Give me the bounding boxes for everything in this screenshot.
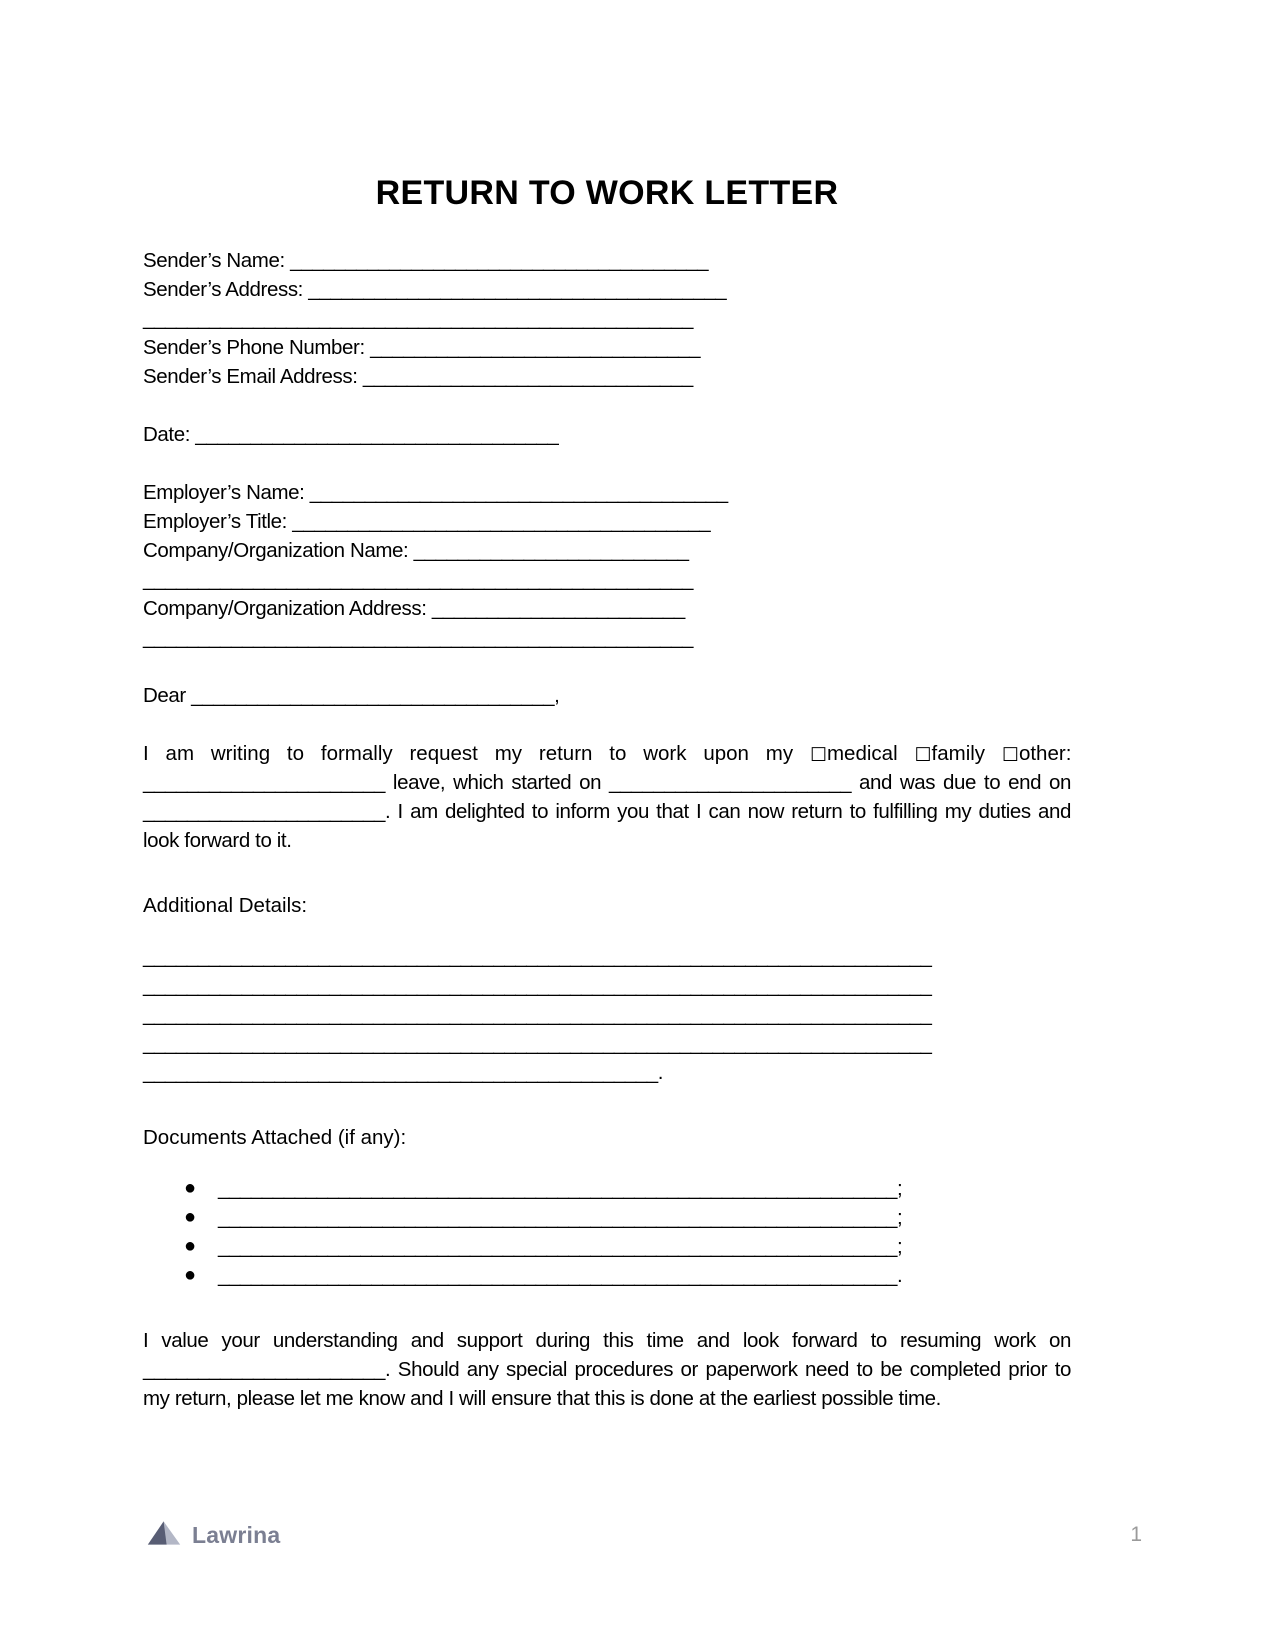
- documents-attached-label: Documents Attached (if any):: [143, 1126, 407, 1150]
- employer-name-line: Employer’s Name: ______________________________________: [143, 481, 728, 505]
- list-item: [143, 1203, 1071, 1232]
- brand-name: Lawrina: [192, 1522, 281, 1548]
- date-line: Date: _________________________________: [143, 423, 559, 447]
- bullet-icon: ●: [184, 1235, 197, 1258]
- bullet-icon: ●: [184, 1264, 197, 1287]
- company-address-line: Company/Organization Address: _______________________: [143, 597, 685, 621]
- label-medical: medical: [826, 742, 898, 766]
- list-item-line: ______________________________________________________________.: [218, 1264, 903, 1288]
- sender-info-block: [143, 246, 1071, 391]
- additional-details-line: ________________________________________________________________________: [143, 974, 932, 998]
- additional-details-line: ________________________________________________________________________: [143, 1003, 932, 1027]
- list-item-line: ______________________________________________________________;: [218, 1206, 903, 1230]
- spacer: [143, 449, 1071, 478]
- additional-details-lines: [143, 942, 1071, 1087]
- documents-attached-list: [143, 1174, 1071, 1290]
- list-item-line: ______________________________________________________________;: [218, 1177, 903, 1201]
- additional-details-line: ________________________________________________________________________: [143, 1032, 932, 1056]
- company-name-line: Company/Organization Name: _________________________: [143, 539, 689, 563]
- sender-address-line-2: __________________________________________________: [143, 307, 694, 331]
- body-paragraph-part-1: I am writing to formally request my return to work upon my: [143, 742, 810, 766]
- spacer: [143, 920, 1071, 942]
- sender-email-line: Sender’s Email Address: ______________________________: [143, 365, 693, 389]
- bullet-icon: ●: [184, 1177, 197, 1200]
- page-footer: [0, 1512, 1275, 1572]
- additional-details-line: _______________________________________________.: [143, 1061, 663, 1085]
- label-family: family: [931, 742, 986, 766]
- closing-paragraph: I value your understanding and support during this time and look forward to resuming work on ______________________. Should any special procedures or paperwork need to be completed prior to my return, please let me know and I will ensure that this is done at the earliest possible time.: [143, 1329, 1071, 1411]
- document-body: [143, 175, 1071, 1413]
- checkbox-medical[interactable]: ☐: [809, 745, 827, 767]
- mountain-logo-icon: [147, 1520, 181, 1551]
- page-number: 1: [1130, 1523, 1142, 1546]
- sender-name-line: Sender’s Name: ______________________________________: [143, 249, 709, 273]
- salutation-line: Dear _________________________________,: [143, 684, 560, 708]
- spacer: [143, 652, 1071, 681]
- body-paragraph: [143, 739, 1071, 855]
- spacer: [143, 1290, 1071, 1326]
- spacer: [143, 1152, 1071, 1174]
- list-item-line: ______________________________________________________________;: [218, 1235, 903, 1259]
- sender-phone-line: Sender’s Phone Number: ______________________________: [143, 336, 701, 360]
- list-item: [143, 1174, 1071, 1203]
- spacer: [143, 1087, 1071, 1123]
- list-item: [143, 1232, 1071, 1261]
- lawrina-logo: [147, 1520, 280, 1551]
- spacer: [143, 391, 1071, 420]
- company-name-line-2: __________________________________________________: [143, 568, 694, 592]
- additional-details-label: Additional Details:: [143, 894, 308, 918]
- spacer: [143, 855, 1071, 891]
- body-paragraph-part-2: : ______________________ leave, which started on ______________________ and was due to end on ______________________. I am delighted to inform you that I can now return to fulfilling my duties and look forward to it.: [143, 742, 1071, 853]
- list-item: [143, 1261, 1071, 1290]
- checkbox-other[interactable]: ☐: [1001, 745, 1019, 767]
- additional-details-line: ________________________________________________________________________: [143, 945, 932, 969]
- spacer: [143, 710, 1071, 739]
- employer-title-line: Employer’s Title: ______________________________________: [143, 510, 711, 534]
- label-other: other: [1018, 742, 1066, 766]
- sender-address-line: Sender’s Address: ______________________________________: [143, 278, 727, 302]
- employer-info-block: [143, 478, 1071, 652]
- checkbox-family[interactable]: ☐: [914, 745, 932, 767]
- company-address-line-2: __________________________________________________: [143, 626, 694, 650]
- page-title: RETURN TO WORK LETTER: [375, 174, 839, 212]
- bullet-icon: ●: [184, 1206, 197, 1229]
